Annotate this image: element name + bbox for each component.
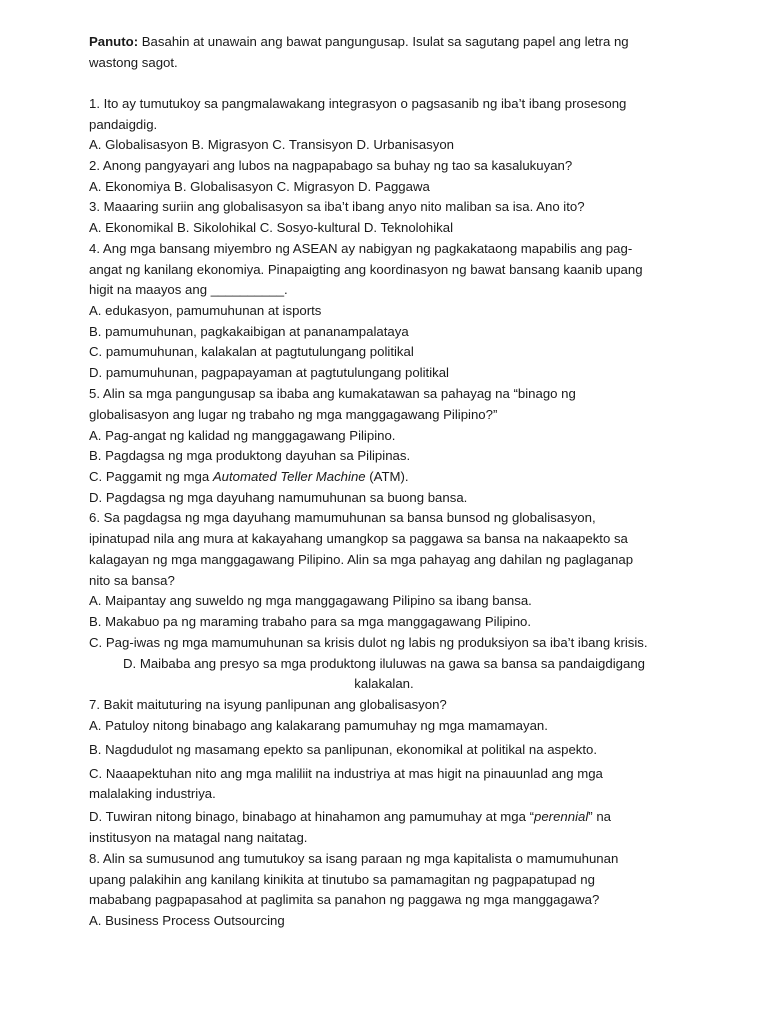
q8-choice-a: A. Business Process Outsourcing [89, 913, 285, 928]
q3-choices: A. Ekonomikal B. Sikolohikal C. Sosyo-kultural D. Teknolohikal [89, 220, 454, 235]
q4-choice-d: D. pamumuhunan, pagpapayaman at pagtutulungang politikal [89, 365, 449, 380]
q7-choice-b: B. Nagdudulot ng masamang epekto sa panlipunan, ekonomikal at politikal na aspekto. [89, 742, 598, 757]
q6-choice-a: A. Maipantay ang suweldo ng mga manggagawang Pilipino sa ibang bansa. [89, 593, 532, 608]
q4-choice-a: A. edukasyon, pamumuhunan at isports [89, 303, 322, 318]
q7-choice-d-1: D. Tuwiran nitong binago, binabago at hinahamon ang pamumuhay at mga “perennial” na [89, 809, 612, 824]
q5-choice-a: A. Pag-angat ng kalidad ng manggagawang Pilipino. [89, 428, 396, 443]
q6-stem-3: kalagayan ng mga manggagawang Pilipino. Alin sa mga pahayag ang dahilan ng paglaganap [89, 552, 634, 567]
q4-choice-b: B. pamumuhunan, pagkakaibigan at pananampalataya [89, 324, 409, 339]
q6-choice-b: B. Makabuo pa ng maraming trabaho para sa mga manggagawang Pilipino. [89, 614, 532, 629]
q2-choices: A. Ekonomiya B. Globalisasyon C. Migrasyon D. Paggawa [89, 179, 430, 194]
q7-choice-c-1: C. Naaapektuhan nito ang mga maliliit na industriya at mas higit na pinauunlad ang mga [89, 766, 603, 781]
q5-choice-b: B. Pagdagsa ng mga produktong dayuhan sa Pilipinas. [89, 448, 411, 463]
q8-stem-2: upang palakihin ang kanilang kinikita at tinutubo sa pamamagitan ng pagpapatupad ng [89, 872, 595, 887]
q4-stem-2: angat ng kanilang ekonomiya. Pinapaigting ang koordinasyon ng bawat bansang kaanib upang [89, 262, 643, 277]
q2-stem: 2. Anong pangyayari ang lubos na nagpapabago sa buhay ng tao sa kasalukuyan? [89, 158, 573, 173]
q6-choice-d-1: D. Maibaba ang presyo sa mga produktong iluluwas na gawa sa bansa sa pandaigdigang [123, 656, 645, 671]
q4-stem-3: higit na maayos ang __________. [89, 282, 288, 297]
instructions-line-2: wastong sagot. [89, 55, 178, 70]
q7-stem: 7. Bakit maituturing na isyung panlipunan ang globalisasyon? [89, 697, 447, 712]
q4-stem-1: 4. Ang mga bansang miyembro ng ASEAN ay nabigyan ng pagkakataong mapabilis ang pag- [89, 241, 633, 256]
q8-stem-3: mababang pagpapasahod at paglimita sa panahon ng paggawa ng mga manggagawa? [89, 892, 600, 907]
instructions-line-1: Panuto: Basahin at unawain ang bawat pangungusap. Isulat sa sagutang papel ang letra ng [89, 34, 629, 49]
q4-choice-c: C. pamumuhunan, kalakalan at pagtutulungang politikal [89, 344, 414, 359]
q1-stem-2: pandaigdig. [89, 117, 158, 132]
q1-stem-1: 1. Ito ay tumutukoy sa pangmalawakang integrasyon o pagsasanib ng iba’t ibang prosesong [89, 96, 627, 111]
q6-stem-1: 6. Sa pagdagsa ng mga dayuhang mamumuhunan sa bansa bunsod ng globalisasyon, [89, 510, 596, 525]
q7-choice-a: A. Patuloy nitong binabago ang kalakarang pamumuhay ng mga mamamayan. [89, 718, 548, 733]
q5-choice-d: D. Pagdagsa ng mga dayuhang namumuhunan sa buong bansa. [89, 490, 468, 505]
q7-choice-c-2: malalaking industriya. [89, 786, 216, 801]
q5-choice-c: C. Paggamit ng mga Automated Teller Machine (ATM). [89, 469, 409, 484]
q1-choices: A. Globalisasyon B. Migrasyon C. Transisyon D. Urbanisasyon [89, 137, 455, 152]
q6-stem-4: nito sa bansa? [89, 573, 175, 588]
q6-choice-d-2: kalakalan. [354, 676, 414, 691]
q5-stem-1: 5. Alin sa mga pangungusap sa ibaba ang kumakatawan sa pahayag na “binago ng [89, 386, 576, 401]
instructions-label: Panuto: [89, 34, 139, 49]
q6-choice-c: C. Pag-iwas ng mga mamumuhunan sa krisis dulot ng labis ng produksiyon sa iba’t ibang krisis. [89, 635, 648, 650]
q8-stem-1: 8. Alin sa sumusunod ang tumutukoy sa isang paraan ng mga kapitalista o mamumuhunan [89, 851, 619, 866]
q7-choice-d-2: institusyon na matagal nang naitatag. [89, 830, 308, 845]
q5-stem-2: globalisasyon ang lugar ng trabaho ng mga manggagawang Pilipino?” [89, 407, 498, 422]
q6-stem-2: ipinatupad nila ang mura at kakayahang umangkop sa paggawa sa bansa na nakaapekto sa [89, 531, 628, 546]
q3-stem: 3. Maaaring suriin ang globalisasyon sa iba’t ibang anyo nito maliban sa isa. Ano ito? [89, 199, 585, 214]
